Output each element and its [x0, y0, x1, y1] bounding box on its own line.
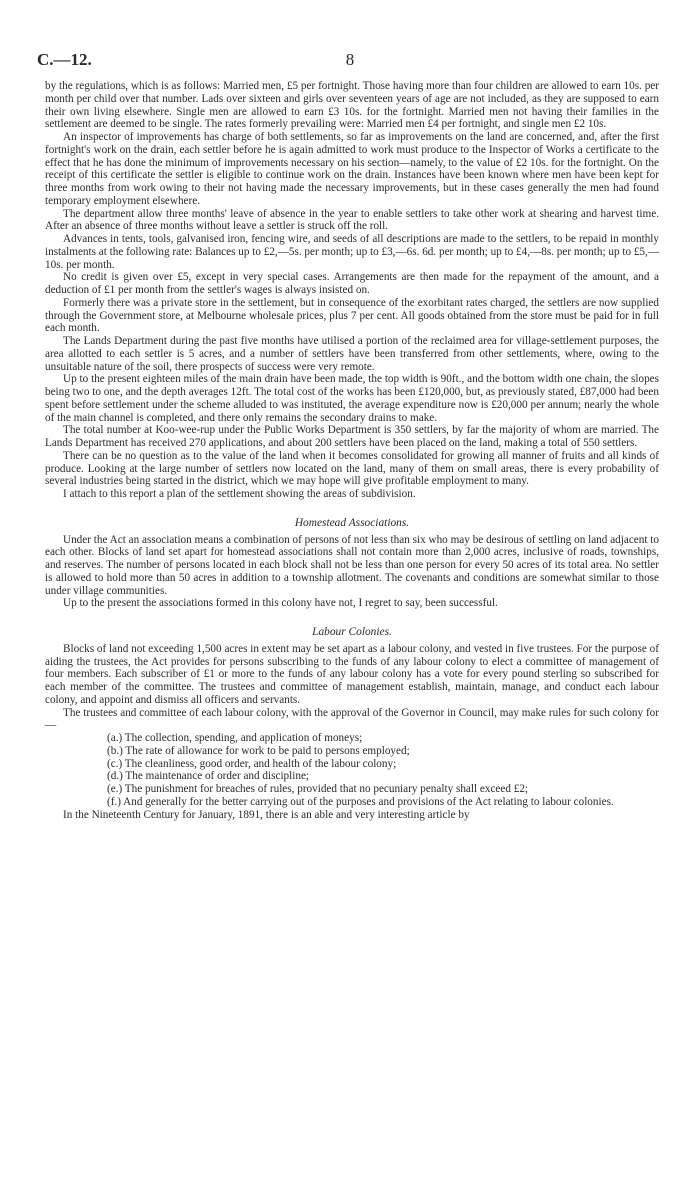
page-header [37, 50, 663, 76]
paragraph: No credit is given over £5, except in very special cases. Arrangements are then made for the repayment of the amount, and a deduction of £1 per month from the settler's wages is always insisted on. [45, 271, 659, 296]
list-item: (d.) The maintenance of order and discipline; [107, 770, 310, 783]
paragraph: There can be no question as to the value of the land when it becomes consolidated for growing all manner of fruits and all kinds of produce. Looking at the large number of settlers now located on the land, many of them on small areas, there is every probability of several industries being started in the district, which we may hope will give profitable employment to many. [45, 449, 659, 488]
paragraph: In the Nineteenth Century for January, 1891, there is an able and very interesting article by [63, 808, 470, 821]
list-item: (e.) The punishment for breaches of rules, provided that no pecuniary penalty shall exceed £2; [107, 783, 529, 795]
rules-list [45, 732, 659, 809]
paragraph: The trustees and committee of each labour colony, with the approval of the Governor in Council, may make rules for such colony for— [45, 706, 659, 732]
paragraph: by the regulations, which is as follows: Married men, £5 per fortnight. Those having more than four children are allowed to earn 10s. per month per child over that number. Lads over sixteen and girls over seventeen years of age are not included, as they are supposed to earn their own living elsewhere. Single men are allowed to earn £3 10s. for the fortnight. Married men not having their families in the settlement are deemed to be single. The rates formerly prevailing were: Married men £4 per fortnight, and single men £2 10s. [45, 80, 659, 131]
list-item: (b.) The rate of allowance for work to be paid to persons employed; [107, 744, 410, 757]
paragraph: Formerly there was a private store in the settlement, but in consequence of the exorbitant rates charged, the settlers are now supplied through the Government store, at Melbourne wholesale prices, plus 7 per cent. All goods obtained from the store must be paid for in full each month. [45, 296, 659, 335]
paragraph: Advances in tents, tools, galvanised iron, fencing wire, and seeds of all descriptions are made to the settlers, to be repaid in monthly instalments at the following rate: Balances up to £2,—5s. per month; up to £3,—6s. 6d. per month; up to £4,—8s. per month; up to £5,—10s. per month. [45, 233, 660, 271]
paragraph: Up to the present the associations formed in this colony have not, I regret to say, been successful. [63, 597, 498, 610]
document-body [45, 80, 659, 821]
paragraph: The total number at Koo-wee-rup under the Public Works Department is 350 settlers, by far the majority of whom are married. The Lands Department has received 270 applications, and about 200 settlers have been placed on the land, making a total of 550 settlers. [45, 424, 659, 449]
section-heading-homestead: Homestead Associations. [294, 516, 410, 529]
paragraph: An inspector of improvements has charge of both settlements, so far as improvements on the land are concerned, and, after the first fortnight's work on the drain, each settler before he is again admitted to work must produce to the Inspector of Works a certificate to the effect that he has done the minimum of improvements necessary on his section—namely, to the value of £2 10s. for the fortnight. On the receipt of this certificate the settler is eligible to continue work on the drain. Instances have been known where men have been kept for three months from work owing to their not having made the necessary improvements, but in these cases generally the men had found temporary employment elsewhere. [45, 131, 659, 207]
paragraph: The department allow three months' leave of absence in the year to enable settlers to take other work at shearing and harvest time. After an absence of three months without leave a settler is struck off the roll. [45, 207, 659, 233]
page-number: 8 [345, 50, 355, 69]
paragraph: Under the Act an association means a combination of persons of not less than six who may be desirous of settling on land adjacent to each other. Blocks of land set apart for homestead associations shall not contain more than 2,000 acres, inclusive of roads, townships, and reserves. The number of persons located in each block shall not be less than one person for every 50 acres of its total area. No settler is allowed to hold more than 50 acres in addition to a township allotment. The covenants and conditions are somewhat similar to those under village communities. [45, 533, 659, 597]
paragraph: The Lands Department during the past five months have utilised a portion of the reclaimed area for village-settlement purposes, the area allotted to each settler is 5 acres, and a number of settlers have been transferred from other settlements, where, owing to the unsuitable nature of the soil, there prospects of success were very remote. [45, 335, 659, 373]
paragraph: Blocks of land not exceeding 1,500 acres in extent may be set apart as a labour colony, and vested in five trustees. For the purpose of aiding the trustees, the Act provides for persons subscribing to the funds of any labour colony to elect a committee of management of four members. Each subscriber of £1 or more to the funds of any labour colony has a vote for every pound sterling so subscribed for each member of the committee. The trustees and committee of management establish, maintain, manage, and conduct each labour colony, and appoint and dismiss all officers and servants. [45, 642, 659, 706]
document-code: C.—12. [37, 50, 92, 69]
paragraph: I attach to this report a plan of the settlement showing the areas of subdivision. [63, 488, 416, 500]
list-item: (a.) The collection, spending, and application of moneys; [107, 732, 363, 744]
list-item: (f.) And generally for the better carrying out of the purposes and provisions of the Act relating to labour colonies. [107, 795, 614, 808]
section-heading-labour: Labour Colonies. [312, 626, 392, 638]
list-item: (c.) The cleanliness, good order, and health of the labour colony; [107, 757, 397, 770]
paragraph: Up to the present eighteen miles of the main drain have been made, the top width is 90ft., and the bottom width one chain, the slopes being two to one, and the depth averages 12ft. The total cost of the works has been £120,000, but, as previously stated, £87,000 had been spent before settlement under the scheme alluded to was instituted, the average expenditure now is £20,000 per annum; nearly the whole of the main channel is completed, and there only remains the secondary drains to make. [45, 373, 659, 424]
